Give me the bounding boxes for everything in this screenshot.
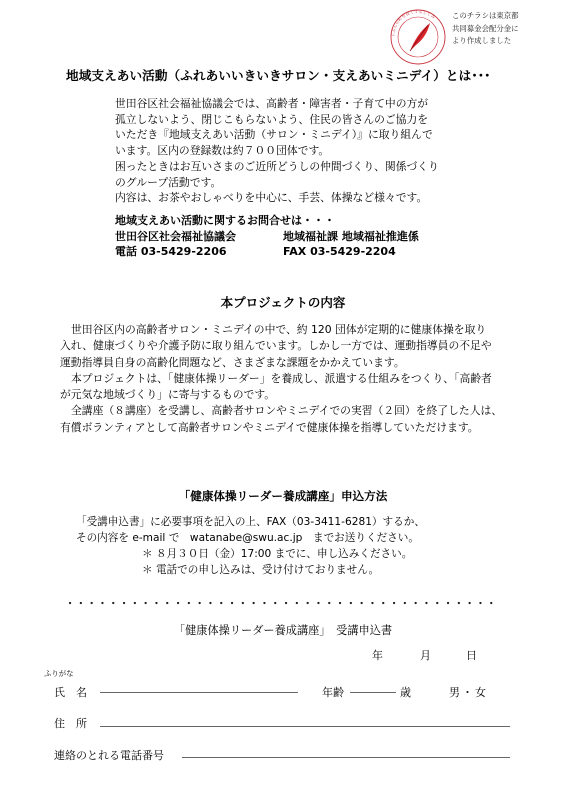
- stamp-ring-text: じぶんの町を良くするしくみ: [389, 8, 437, 38]
- section2-title: 本プロジェクトの内容: [220, 295, 346, 310]
- age-field[interactable]: [350, 692, 396, 693]
- phone-field[interactable]: [182, 757, 510, 758]
- section1-body: 世田谷区社会福祉協議会では、高齢者・障害者・子育て中の方が 孤立しないよう、閉じこもらないよう、住民の皆さんのご協力を いただき『地域支えあい活動（サロン・ミニデイ）』に取り組んで います。区内の登録数は約７００団体です。 困ったときはお互いさまのご近所どうしの仲間づくり、関係づくり のグループ活動です。 内容は、お茶やおしゃべりを中心に、手芸、体操など様々です。: [115, 97, 439, 205]
- name-label: 氏 名: [54, 686, 87, 699]
- gender-choice[interactable]: 男・女: [449, 686, 488, 699]
- section2-body: 世田谷区内の高齢者サロン・ミニデイの中で、約 120 団体が定期的に健康体操を取り 入れ、健康づくりや介護予防に取り組んでいます。しかし一方では、運動指導員の不足や 運動指導員自身の高齢化問題など、さまざまな課題をかかえています。 本プロジェクトは、「健康体操リーダー」を養成し、派遣する仕組みをつくり、「高齢者 が元気な地域づくり」に寄与するものです。 全講座（８講座）を受講し、高齢者サロンやミニデイでの実習（２回）を終了した人は、 有償ボランティアとして高齢者サロンやミニデイで健康体操を指導していただけます。: [60, 323, 503, 434]
- section3-body: 「受講申込書」に必要事項を記入の上、FAX（03-3411-6281）するか、 その内容を e-mail で watanabe@swu.ac.jp までお送りください。 ＊ ８月３０日（金）17:00 までに、申し込みください。 ＊ 電話での申し込みは、受け付けておりません。: [76, 516, 425, 576]
- form-title: 「健康体操リーダー養成講座」 受講申込書: [173, 624, 393, 637]
- furigana-label: ふりがな: [44, 669, 74, 678]
- date-year: 年: [372, 649, 383, 662]
- section3-title: 「健康体操リーダー養成講座」申込方法: [178, 489, 388, 503]
- contact-org: 世田谷区社会福祉協議会: [115, 229, 236, 243]
- phone-label: 連絡のとれる電話番号: [54, 749, 164, 762]
- contact-heading: 地域支えあい活動に関するお問合せは・・・: [115, 214, 335, 227]
- funding-note: このチラシは東京都 共同募金会配分金に より作成しました: [452, 11, 519, 45]
- dotted-separator: [68, 600, 498, 606]
- date-day: 日: [466, 649, 477, 662]
- section1-title: 地域支えあい活動（ふれあいいきいきサロン・支えあいミニデイ）とは･･･: [66, 68, 491, 83]
- date-month: 月: [420, 649, 431, 662]
- contact-info: [115, 213, 419, 260]
- age-unit: 歳: [400, 686, 411, 699]
- community-chest-stamp: [388, 7, 448, 67]
- address-label: 住 所: [54, 717, 87, 730]
- name-field[interactable]: [100, 692, 298, 693]
- contact-dept: 地域福祉課 地域福祉推進係: [283, 229, 419, 243]
- age-label: 年齢: [322, 686, 344, 699]
- contact-fax: FAX 03-5429-2204: [283, 245, 396, 259]
- contact-tel: 電話 03-5429-2206: [115, 245, 227, 259]
- svg-text:じぶんの町を良くするしくみ: [390, 9, 436, 38]
- red-feather-icon: [410, 23, 430, 51]
- address-field[interactable]: [100, 726, 510, 727]
